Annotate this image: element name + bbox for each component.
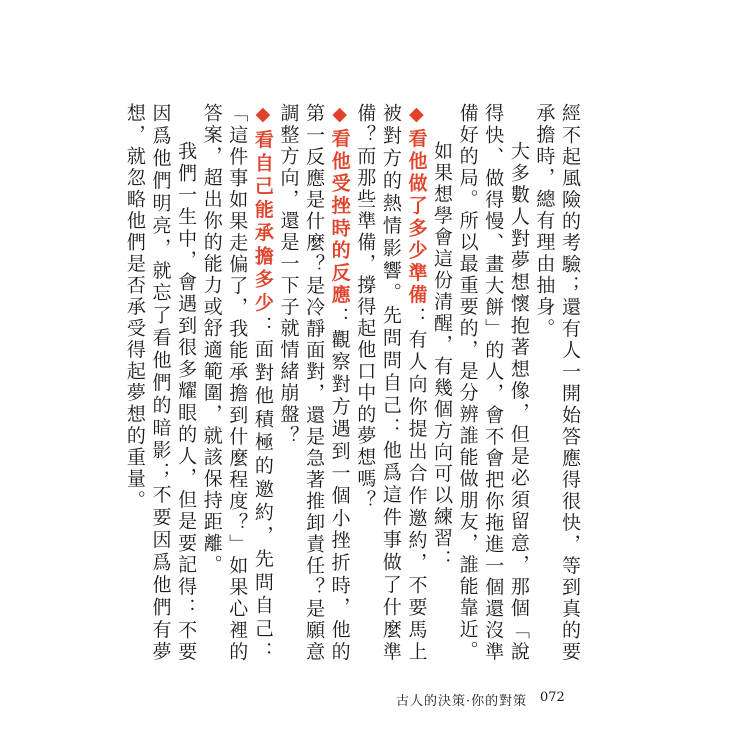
paragraph-practice-intro xyxy=(428,103,454,663)
bullet-text: ：有人向你提出合作邀約，不要馬上被對方的熱情影響。先問問自己：他爲這件事做了什麼準備？而那些準備，撐得起他口中的夢想嗎？ xyxy=(354,103,428,663)
bullet-text: ：觀察對方遇到一個小挫折時，他的第一反應是什麼？是冷靜面對，還是急著推卸責任？是願意調整方向，還是一下子就情緒崩盤？ xyxy=(277,103,351,663)
paragraph-dream-warning xyxy=(454,103,531,663)
bullet-item-setback xyxy=(275,103,352,663)
paragraph-continuation xyxy=(531,103,582,663)
page-number: 072 xyxy=(540,690,565,705)
diamond-bullet-icon: ◆ xyxy=(405,103,428,129)
bullet-item-preparation xyxy=(352,103,429,663)
paragraph-text: 大多數人對夢想懷抱著想像，但是必須留意，那個「說得快、做得慢、畫大餅」的人，會不會把你拖進一個還沒準備好的局。所以最重要的，是分辨誰能做朋友，誰能靠近。 xyxy=(456,103,530,663)
running-title: 古人的決策·你的對策 xyxy=(396,694,528,709)
paragraph-conclusion xyxy=(121,103,198,663)
bullet-heading: 看他受挫時的反應 xyxy=(328,128,351,307)
paragraph-text: 如果想學會這份清醒，有幾個方向可以練習： xyxy=(431,141,454,571)
vertical-body-text xyxy=(121,103,582,663)
bullet-text: ：面對他積極的邀約，先問自己：「這件事如果走偏了，我能承擔到什麼程度？」如果心裡的答案，超出你的能力或舒適範圍，就該保持距離。 xyxy=(200,103,274,664)
bullet-heading: 看自己能承擔多少 xyxy=(251,129,274,316)
bullet-item-capacity xyxy=(198,103,275,663)
diamond-bullet-icon: ◆ xyxy=(328,103,351,129)
paragraph-text: 我們一生中，會遇到很多耀眼的人，但是要記得：不要因爲他們明亮，就忘了看他們的暗影；不要因爲他們有夢想，就忽略他們是否承受得起夢想的重量。 xyxy=(123,103,198,663)
paragraph-text: 經不起風險的考驗；還有人一開始答應得很快，等到真的要承擔時，總有理由抽身。 xyxy=(533,103,581,663)
bullet-heading: 看他做了多少準備 xyxy=(405,128,428,307)
diamond-bullet-icon: ◆ xyxy=(251,103,274,130)
